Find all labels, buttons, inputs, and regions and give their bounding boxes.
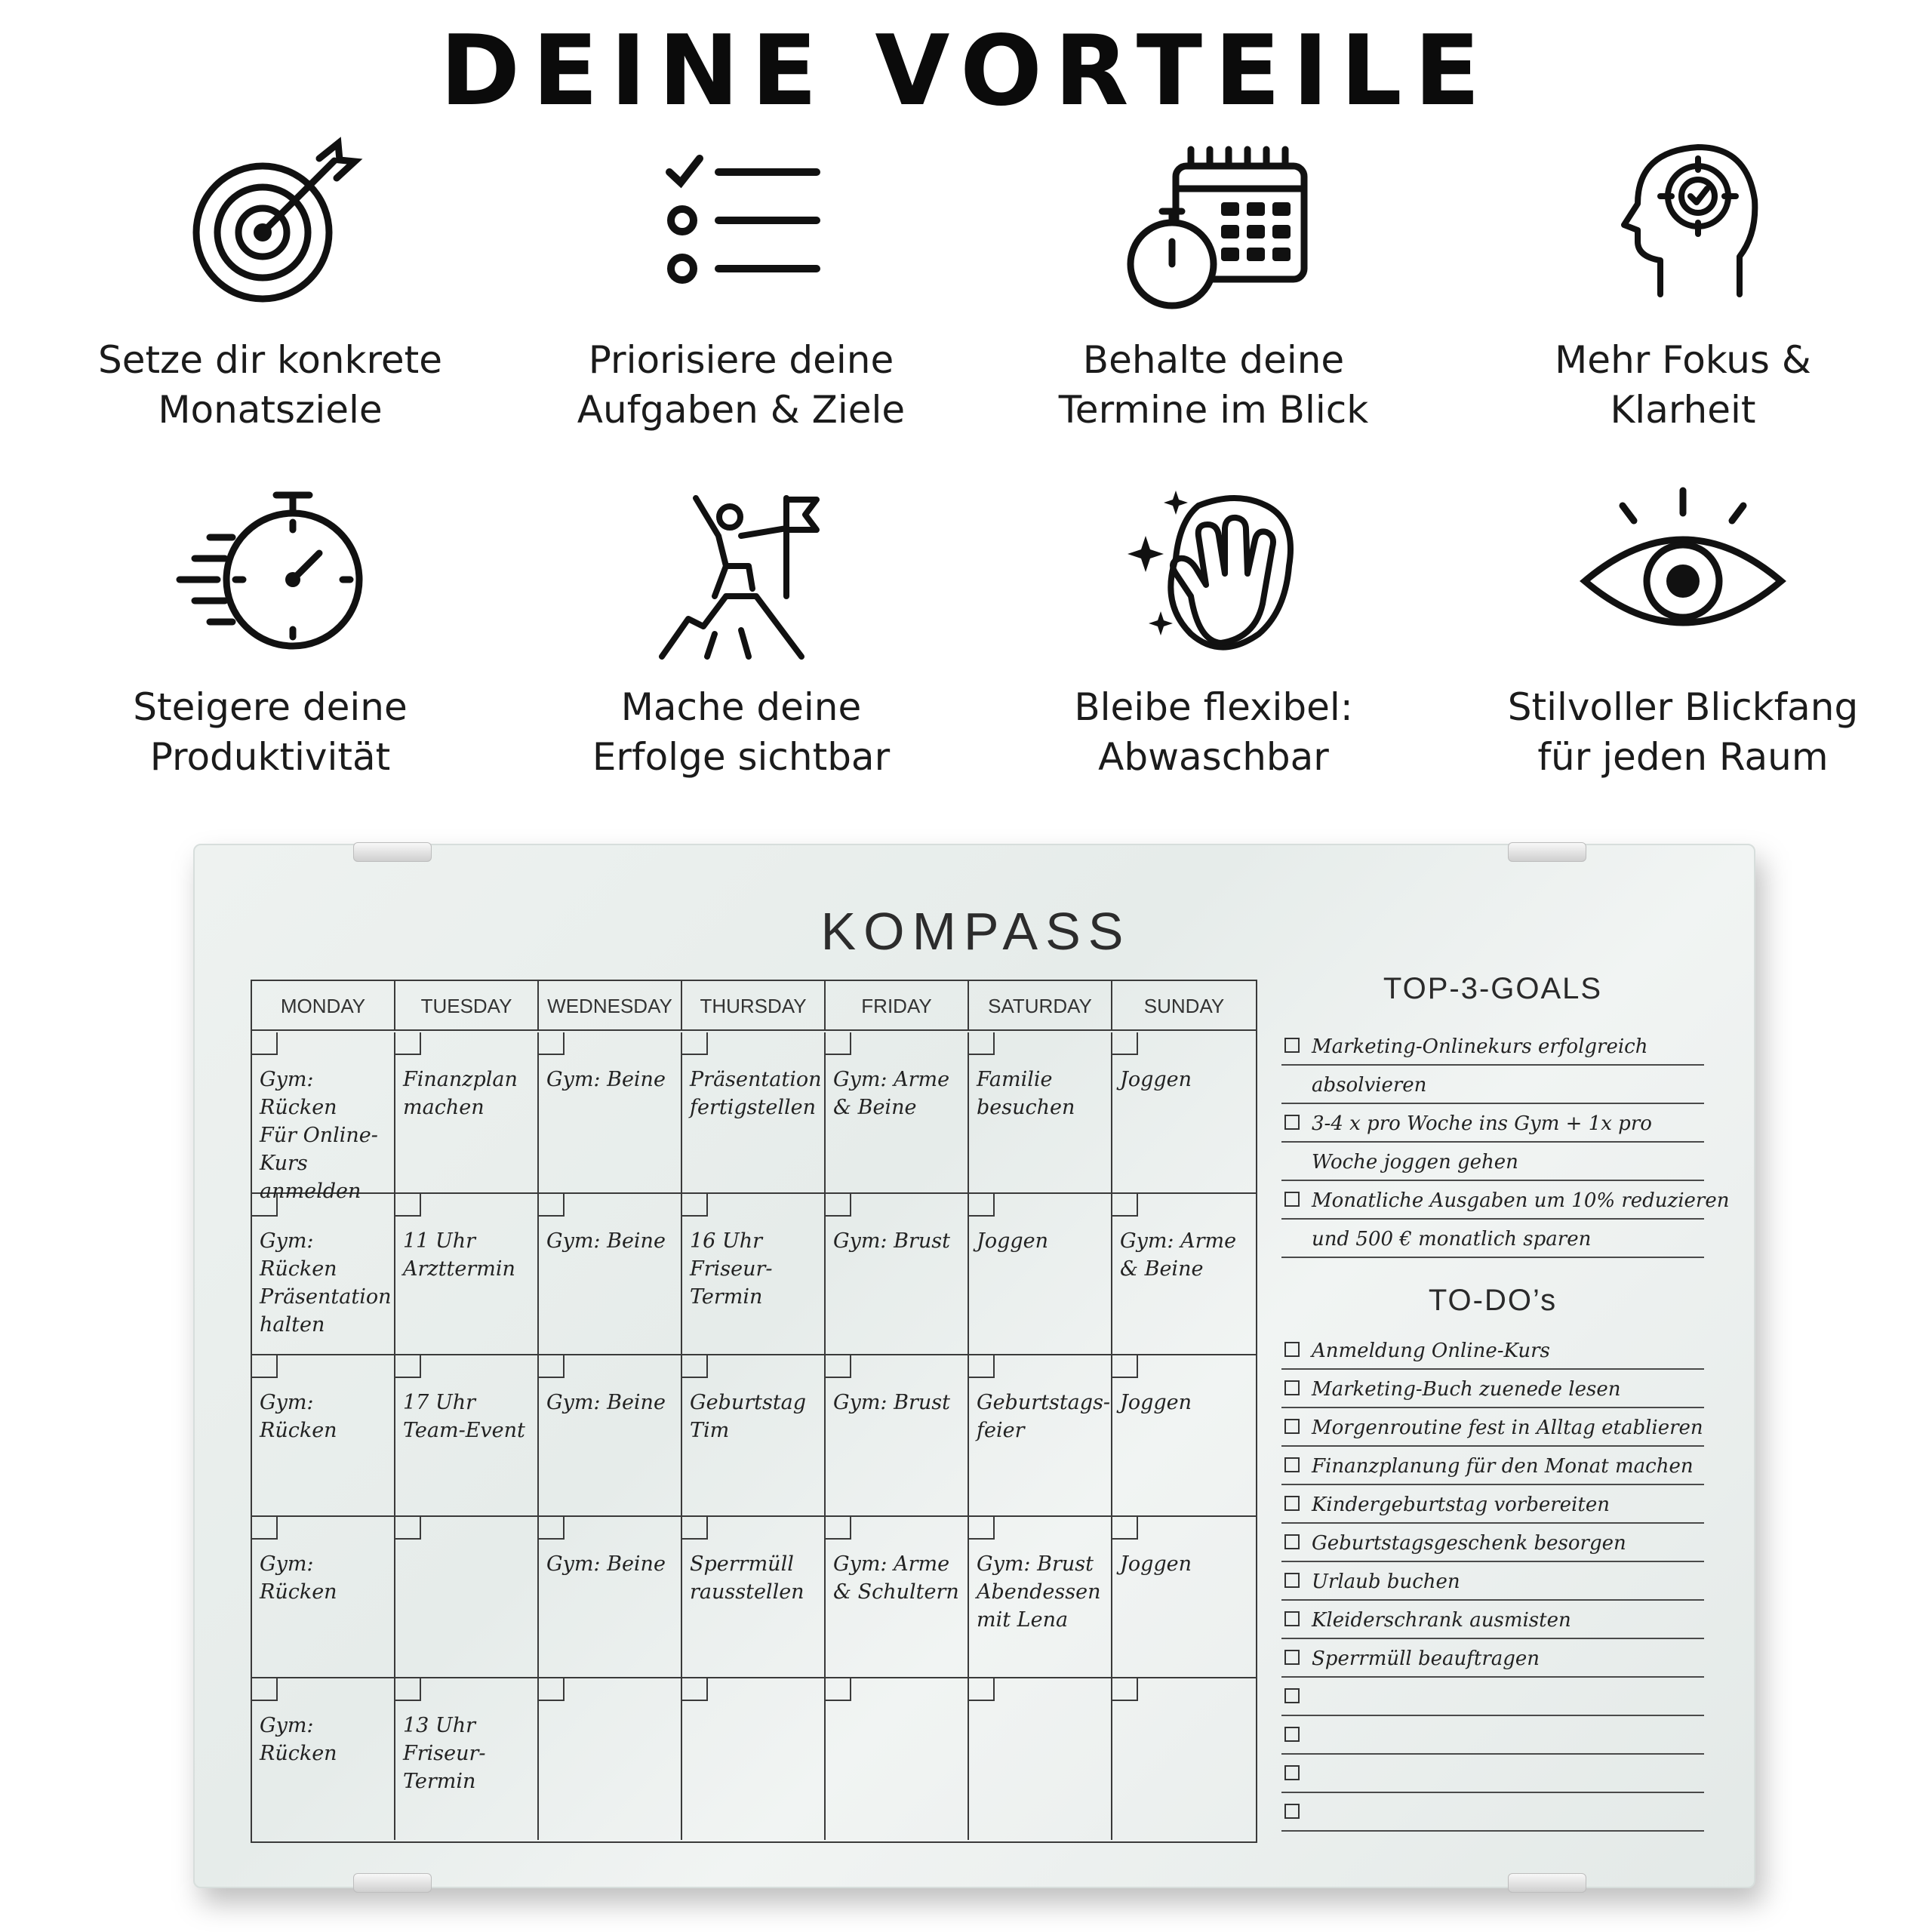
goal-checkbox[interactable]: [1284, 1192, 1300, 1207]
date-box: [252, 1194, 278, 1217]
calendar-day-cell[interactable]: [682, 1355, 826, 1515]
day-header: TUESDAY: [395, 981, 539, 1029]
todo-text: Kleiderschrank ausmisten: [1312, 1609, 1571, 1632]
date-box: [969, 1194, 995, 1217]
benefit-label-line2: Aufgaben & Ziele: [577, 388, 906, 432]
calendar-day-cell[interactable]: [1112, 1517, 1256, 1677]
calendar-day-cell[interactable]: [539, 1355, 682, 1515]
date-box: [826, 1355, 851, 1378]
todo-checkbox[interactable]: [1284, 1650, 1300, 1665]
calendar-day-cell[interactable]: [682, 1194, 826, 1354]
day-note: Gym: Beine: [546, 1552, 666, 1576]
fast-stopwatch-icon: [165, 483, 376, 664]
todo-checkbox[interactable]: [1284, 1534, 1300, 1549]
day-note: Gym: Arme & Beine: [1120, 1229, 1237, 1281]
todo-line: [1281, 1524, 1704, 1562]
day-header: MONDAY: [252, 981, 395, 1029]
calendar-day-cell[interactable]: [539, 1678, 682, 1840]
day-note: Gym: Beine: [546, 1391, 666, 1414]
mount-clip: [353, 842, 432, 862]
day-note: Geburtstags- feier: [977, 1391, 1111, 1442]
calendar-day-cell[interactable]: [969, 1194, 1112, 1354]
date-box: [395, 1032, 421, 1055]
day-note: Joggen: [1120, 1391, 1192, 1414]
day-note: Familie besuchen: [977, 1068, 1075, 1119]
planner-board: [193, 844, 1755, 1888]
calendar-day-cell[interactable]: [826, 1517, 969, 1677]
day-note: Finanzplan machen: [403, 1068, 518, 1119]
day-note: 11 Uhr Arzttermin: [403, 1229, 515, 1281]
date-box: [826, 1517, 851, 1540]
goal-line: [1281, 1181, 1730, 1220]
calendar-day-cell[interactable]: [252, 1194, 395, 1354]
calendar-day-cell[interactable]: [826, 1355, 969, 1515]
mount-clip: [1508, 1873, 1586, 1893]
brand-logo: KOMPASS: [820, 902, 1131, 961]
benefit-label-line2: für jeden Raum: [1537, 735, 1829, 779]
date-box: [252, 1678, 278, 1701]
day-header: FRIDAY: [826, 981, 969, 1029]
todo-text: Finanzplanung für den Monat machen: [1312, 1455, 1694, 1478]
calendar-day-cell[interactable]: [826, 1194, 969, 1354]
monthly-calendar: [251, 980, 1257, 1843]
goal-line: [1281, 1066, 1704, 1104]
calendar-day-cell[interactable]: [826, 1678, 969, 1840]
calendar-day-cell[interactable]: [969, 1032, 1112, 1192]
date-box: [682, 1517, 708, 1540]
todo-line: [1281, 1485, 1704, 1524]
page-headline: DEINE VORTEILE: [439, 15, 1493, 128]
calendar-day-cell[interactable]: [395, 1517, 539, 1677]
calendar-day-cell[interactable]: [682, 1032, 826, 1192]
todo-checkbox[interactable]: [1284, 1496, 1300, 1511]
day-note: Geburtstag Tim: [690, 1391, 807, 1442]
date-box: [826, 1678, 851, 1701]
calendar-day-cell[interactable]: [395, 1194, 539, 1354]
calendar-day-cell[interactable]: [252, 1517, 395, 1677]
benefit-monthly-goals: [44, 136, 497, 435]
todo-line: [1281, 1408, 1704, 1447]
calendar-day-cell[interactable]: [252, 1355, 395, 1515]
day-note: Gym: Rücken: [260, 1391, 337, 1442]
todo-line: [1281, 1601, 1704, 1639]
todo-line: [1281, 1447, 1704, 1485]
todo-checkbox[interactable]: [1284, 1457, 1300, 1472]
benefits-grid: [15, 136, 1917, 779]
planner-board-wrapper: [193, 844, 1755, 1888]
todo-line: [1281, 1639, 1704, 1678]
calendar-week-row: [252, 1355, 1256, 1517]
date-box: [252, 1517, 278, 1540]
calendar-week-row: [252, 1678, 1256, 1840]
benefit-label-line1: Priorisiere deine: [588, 338, 894, 382]
todo-checkbox[interactable]: [1284, 1419, 1300, 1434]
date-box: [252, 1032, 278, 1055]
todo-line: [1281, 1370, 1704, 1408]
benefit-label-line2: Erfolge sichtbar: [592, 735, 891, 779]
goals-list: [1281, 1027, 1730, 1258]
day-note: Gym: Beine: [546, 1068, 666, 1091]
todo-checkbox[interactable]: [1284, 1688, 1300, 1703]
todos-title: TO-DO’s: [1428, 1284, 1558, 1317]
calendar-day-cell[interactable]: [252, 1678, 395, 1840]
target-icon: [165, 136, 376, 317]
date-box: [1112, 1678, 1138, 1701]
date-box: [395, 1678, 421, 1701]
benefit-success: [515, 483, 968, 782]
date-box: [395, 1355, 421, 1378]
date-box: [539, 1517, 565, 1540]
eye-icon: [1577, 483, 1789, 664]
todo-checkbox[interactable]: [1284, 1380, 1300, 1395]
day-note: Gym: Brust Abendessen mit Lena: [977, 1552, 1101, 1632]
day-note: Gym: Rücken Für Online- Kurs anmelden: [260, 1068, 378, 1203]
date-box: [539, 1355, 565, 1378]
todo-text: Geburtstagsgeschenk besorgen: [1312, 1532, 1626, 1555]
calendar-day-cell[interactable]: [969, 1355, 1112, 1515]
calendar-day-cell[interactable]: [539, 1517, 682, 1677]
calendar-day-cell[interactable]: [395, 1678, 539, 1840]
day-note: Gym: Brust: [833, 1391, 950, 1414]
todo-line: [1281, 1331, 1704, 1370]
mount-clip: [353, 1873, 432, 1893]
date-box: [252, 1355, 278, 1378]
todo-text: Marketing-Buch zuenede lesen: [1312, 1378, 1621, 1401]
todo-checkbox[interactable]: [1284, 1804, 1300, 1819]
day-note: 13 Uhr Friseur- Termin: [403, 1714, 486, 1793]
todo-text: Kindergeburtstag vorbereiten: [1312, 1494, 1610, 1516]
mount-clip: [1508, 842, 1586, 862]
summit-flag-icon: [635, 483, 847, 664]
benefit-label-line1: Stilvoller Blickfang: [1507, 685, 1859, 729]
todo-line: [1281, 1716, 1704, 1755]
day-note: Gym: Brust: [833, 1229, 950, 1253]
date-box: [539, 1194, 565, 1217]
day-note: Joggen: [1120, 1068, 1192, 1091]
calendar-day-cell[interactable]: [682, 1678, 826, 1840]
goal-text: Woche joggen gehen: [1312, 1151, 1518, 1174]
todo-checkbox[interactable]: [1284, 1573, 1300, 1588]
todo-checkbox[interactable]: [1284, 1765, 1300, 1780]
day-note: Präsentation fertigstellen: [690, 1068, 822, 1119]
goal-text: absolvieren: [1312, 1074, 1427, 1097]
goal-text: Monatliche Ausgaben um 10% reduzieren: [1312, 1189, 1730, 1212]
todo-text: Anmeldung Online-Kurs: [1312, 1340, 1550, 1362]
day-header: WEDNESDAY: [539, 981, 682, 1029]
day-note: 16 Uhr Friseur- Termin: [690, 1229, 773, 1309]
calendar-day-cell[interactable]: [969, 1678, 1112, 1840]
todo-line: [1281, 1755, 1704, 1793]
date-box: [969, 1032, 995, 1055]
benefit-label-line2: Monatsziele: [158, 388, 383, 432]
benefit-label-line1: Behalte deine: [1082, 338, 1345, 382]
date-box: [682, 1678, 708, 1701]
benefit-productivity: [44, 483, 497, 782]
benefit-label-line1: Mehr Fokus &: [1555, 338, 1811, 382]
calendar-day-cell[interactable]: [1112, 1355, 1256, 1515]
day-header: THURSDAY: [682, 981, 826, 1029]
day-note: Gym: Beine: [546, 1229, 666, 1253]
todo-text: Morgenroutine fest in Alltag etablieren: [1312, 1417, 1703, 1439]
date-box: [682, 1194, 708, 1217]
date-box: [1112, 1194, 1138, 1217]
calendar-stopwatch-icon: [1108, 136, 1319, 317]
day-note: Joggen: [977, 1229, 1049, 1253]
benefit-label-line2: Produktivität: [149, 735, 391, 779]
date-box: [682, 1032, 708, 1055]
day-note: Sperrmüll rausstellen: [690, 1552, 804, 1604]
calendar-day-cell[interactable]: [1112, 1194, 1256, 1354]
benefit-label-line1: Bleibe flexibel:: [1074, 685, 1353, 729]
calendar-day-cell[interactable]: [252, 1032, 395, 1203]
date-box: [539, 1678, 565, 1701]
calendar-week-row: [252, 1194, 1256, 1355]
date-box: [826, 1194, 851, 1217]
benefit-focus: [1457, 136, 1909, 435]
date-box: [969, 1355, 995, 1378]
todo-line: [1281, 1562, 1704, 1601]
day-note: Gym: Rücken Präsentation halten: [260, 1229, 392, 1337]
head-focus-icon: [1577, 136, 1789, 317]
goal-line: [1281, 1220, 1704, 1258]
day-note: Gym: Rücken: [260, 1714, 337, 1765]
calendar-day-cell[interactable]: [969, 1517, 1112, 1677]
date-box: [395, 1517, 421, 1540]
todo-checkbox[interactable]: [1284, 1727, 1300, 1742]
date-box: [682, 1355, 708, 1378]
calendar-header: [252, 981, 1256, 1031]
wipe-hand-icon: [1108, 483, 1319, 664]
benefit-label-line1: Steigere deine: [133, 685, 408, 729]
todo-checkbox[interactable]: [1284, 1611, 1300, 1626]
todo-text: Urlaub buchen: [1312, 1571, 1460, 1593]
calendar-day-cell[interactable]: [1112, 1678, 1256, 1840]
benefit-prioritize: [515, 136, 968, 435]
goal-line: [1281, 1027, 1704, 1066]
date-box: [826, 1032, 851, 1055]
benefit-label-line2: Klarheit: [1610, 388, 1756, 432]
benefit-eyecatcher: [1457, 483, 1909, 782]
calendar-day-cell[interactable]: [539, 1194, 682, 1354]
calendar-day-cell[interactable]: [395, 1032, 539, 1192]
benefit-washable: [987, 483, 1440, 782]
calendar-week-row: [252, 1032, 1256, 1203]
calendar-day-cell[interactable]: [826, 1032, 969, 1192]
checklist-icon: [635, 136, 847, 317]
goal-text: Marketing-Onlinekurs erfolgreich: [1312, 1035, 1648, 1058]
date-box: [1112, 1032, 1138, 1055]
goal-checkbox[interactable]: [1284, 1115, 1300, 1130]
goal-line: [1281, 1143, 1704, 1181]
goal-line: [1281, 1104, 1704, 1143]
goal-text: und 500 € monatlich sparen: [1312, 1228, 1592, 1251]
benefit-label-line1: Setze dir konkrete: [97, 338, 443, 382]
calendar-day-cell[interactable]: [539, 1032, 682, 1192]
benefit-appointments: [987, 136, 1440, 435]
day-note: Gym: Rücken: [260, 1552, 337, 1604]
goal-text: 3-4 x pro Woche ins Gym + 1x pro: [1312, 1112, 1652, 1135]
day-note: Joggen: [1120, 1552, 1192, 1576]
day-header: SUNDAY: [1143, 995, 1225, 1017]
calendar-day-cell[interactable]: [682, 1517, 826, 1677]
todo-line: [1281, 1793, 1704, 1832]
benefit-label-line2: Termine im Blick: [1058, 388, 1369, 432]
calendar-day-cell[interactable]: [1112, 1032, 1256, 1192]
day-note: Gym: Arme & Schultern: [833, 1552, 959, 1604]
calendar-day-cell[interactable]: [395, 1355, 539, 1515]
todos-list: [1281, 1331, 1704, 1832]
sidebar-lists: [1281, 972, 1730, 1832]
day-header: SATURDAY: [969, 981, 1112, 1029]
calendar-body: [252, 1032, 1256, 1841]
calendar-week-row: [252, 1517, 1256, 1678]
date-box: [539, 1032, 565, 1055]
goals-title: TOP-3-GOALS: [1383, 972, 1603, 1005]
todo-checkbox[interactable]: [1284, 1342, 1300, 1357]
benefit-label-line2: Abwaschbar: [1098, 735, 1329, 779]
todo-line: [1281, 1678, 1704, 1716]
goal-checkbox[interactable]: [1284, 1038, 1300, 1053]
day-note: 17 Uhr Team-Event: [403, 1391, 525, 1442]
benefit-label-line1: Mache deine: [620, 685, 862, 729]
date-box: [969, 1517, 995, 1540]
date-box: [969, 1678, 995, 1701]
todo-text: Sperrmüll beauftragen: [1312, 1647, 1540, 1670]
date-box: [395, 1194, 421, 1217]
date-box: [1112, 1355, 1138, 1378]
day-note: Gym: Arme & Beine: [833, 1068, 950, 1119]
date-box: [1112, 1517, 1138, 1540]
